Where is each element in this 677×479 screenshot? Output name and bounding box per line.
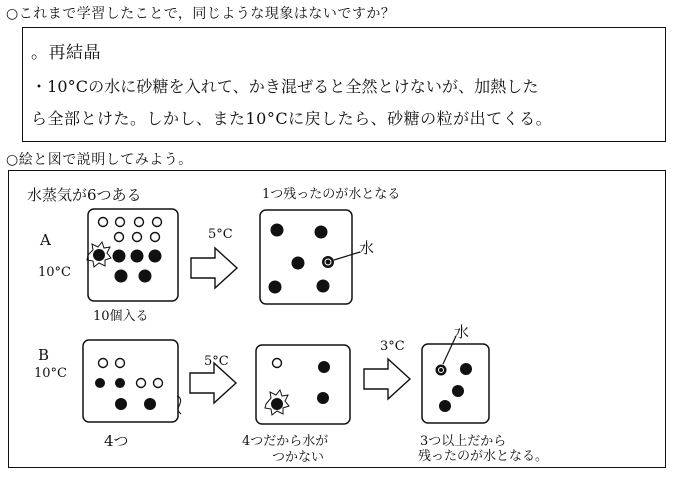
answer-line-2: ・10°Cの水に砂糖を入れて、かき混ぜると全然とけないが、加熱した bbox=[31, 77, 539, 96]
arrow-a-label: 5°C bbox=[208, 227, 233, 242]
question-2: ○絵と図で説明してみよう。 bbox=[6, 152, 193, 168]
right-b-below-2: 残ったのが水となる。 bbox=[418, 449, 549, 464]
b-empty-dots bbox=[99, 359, 163, 388]
arrow-a bbox=[191, 248, 237, 288]
b-filled-dots bbox=[95, 378, 156, 410]
top-right-title: 1つ残ったのが水となる bbox=[262, 187, 401, 202]
a-burst-dot bbox=[87, 242, 111, 267]
question-1: ○これまで学習したことで，同じような現象はないですか？ bbox=[6, 6, 396, 22]
b-mid-filled-dots bbox=[271, 361, 330, 410]
arrow-b1 bbox=[190, 363, 236, 403]
star-water-label-2: 水 bbox=[454, 323, 470, 341]
arrow-b2 bbox=[364, 359, 410, 399]
a-filled-dots bbox=[113, 250, 162, 283]
b-end-dots bbox=[436, 363, 473, 412]
row-a-below: 10個入る bbox=[93, 309, 149, 324]
a-star-pointer bbox=[334, 252, 360, 260]
mid-b-below-1: 4つだから水が bbox=[242, 434, 329, 449]
row-a-label: A bbox=[40, 231, 51, 249]
container-b-end bbox=[422, 344, 489, 423]
container-b-mid bbox=[256, 345, 350, 424]
right-b-below-1: 3つ以上だから bbox=[420, 434, 507, 449]
answer-line-3: ら全部とけた。しかし、また10°Cに戻したら、砂糖の粒が出てくる。 bbox=[31, 109, 553, 128]
mid-b-below-2: つかない bbox=[272, 450, 325, 465]
arrow-b1-label: 5°C bbox=[204, 354, 229, 369]
a-end-dots bbox=[269, 224, 335, 294]
row-b-below: 4つ bbox=[104, 432, 129, 450]
row-a-temp: 10°C bbox=[38, 265, 71, 280]
arrow-b2-label: 3°C bbox=[380, 339, 405, 354]
b-mid-empty-dot bbox=[273, 359, 282, 368]
top-left-title: 水蒸気が6つある bbox=[27, 186, 142, 204]
row-b-label: B bbox=[38, 346, 50, 364]
a-empty-dots bbox=[99, 218, 162, 242]
row-b-temp: 10°C bbox=[34, 366, 67, 381]
star-water-label-1: 水 bbox=[359, 239, 375, 257]
answer-line-heading: 。再結晶 bbox=[31, 43, 101, 63]
